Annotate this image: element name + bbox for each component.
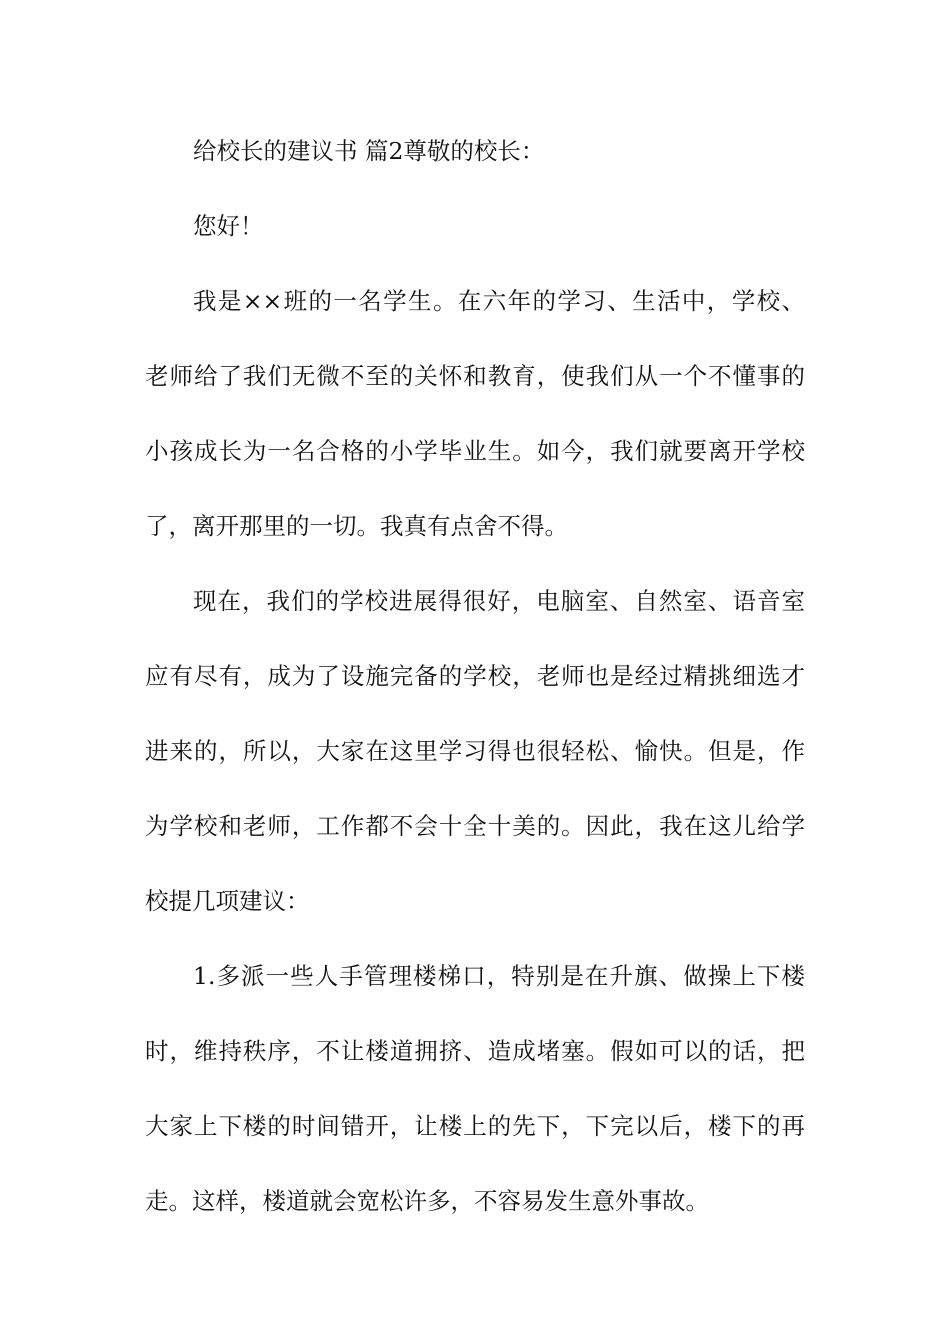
greeting: 您好！ [193, 212, 264, 240]
paragraph-line: 现在，我们的学校进展得很好，电脑室、自然室、语音室 [193, 587, 805, 615]
paragraph-line: 老师给了我们无微不至的关怀和教育，使我们从一个不懂事的 [145, 362, 805, 390]
paragraph-line: 应有尽有，成为了设施完备的学校，老师也是经过精挑细选才 [145, 662, 805, 690]
paragraph-line: 了，离开那里的一切。我真有点舍不得。 [145, 512, 568, 540]
paragraph-line: 我是××班的一名学生。在六年的学习、生活中，学校、 [193, 287, 805, 315]
paragraph-line: 小孩成长为一名合格的小学毕业生。如今，我们就要离开学校 [145, 437, 805, 465]
paragraph-line: 进来的，所以，大家在这里学习得也很轻松、愉快。但是，作 [145, 737, 805, 765]
paragraph-line: 走。这样，楼道就会宽松许多，不容易发生意外事故。 [145, 1187, 709, 1215]
letter-heading: 给校长的建议书 篇2尊敬的校长： [193, 137, 545, 165]
paragraph-line: 1.多派一些人手管理楼梯口，特别是在升旗、做操上下楼 [193, 962, 805, 990]
paragraph-line: 时，维持秩序，不让楼道拥挤、造成堵塞。假如可以的话，把 [145, 1037, 805, 1065]
paragraph-line: 为学校和老师，工作都不会十全十美的。因此，我在这儿给学 [145, 812, 805, 840]
paragraph-line: 校提几项建议： [145, 887, 310, 915]
paragraph-line: 大家上下楼的时间错开，让楼上的先下，下完以后，楼下的再 [145, 1112, 805, 1140]
